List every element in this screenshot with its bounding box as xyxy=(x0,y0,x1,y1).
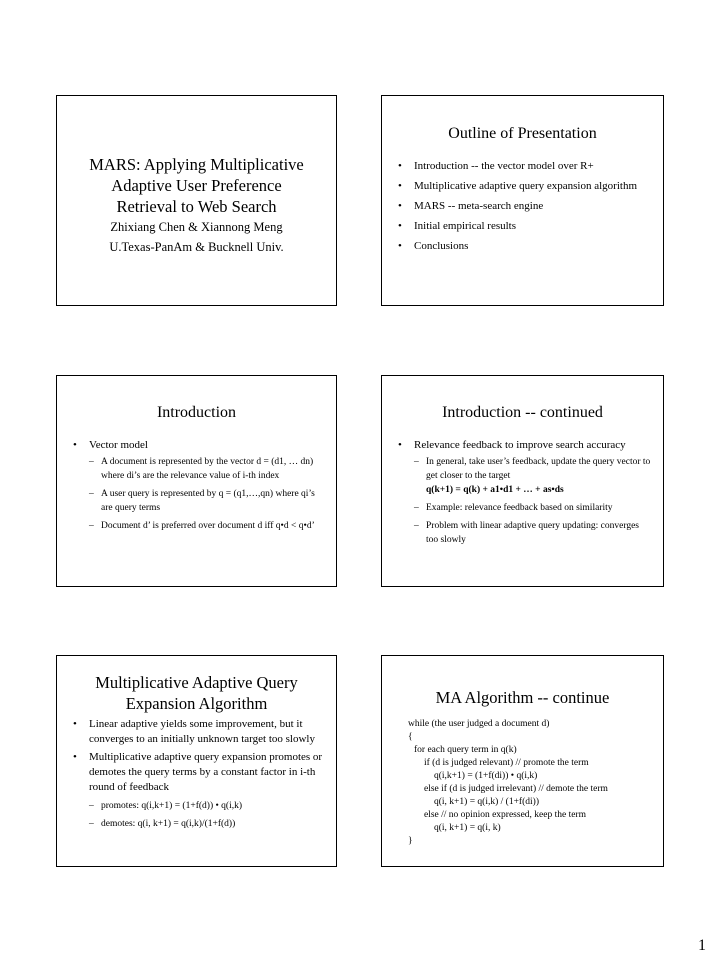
bullet-icon: • xyxy=(73,751,77,763)
list-item: • Multiplicative adaptive query expansion algorithm xyxy=(398,180,637,192)
algorithm-pseudocode xyxy=(408,718,657,848)
code-line: q(i, k+1) = q(i, k) xyxy=(434,823,501,833)
bullet-icon: • xyxy=(73,439,77,451)
bullet-list xyxy=(398,158,653,258)
bullet-icon: • xyxy=(73,718,77,730)
sub-list-item: – A document is represented by the vector d = (d1, … dn) where di’s are the relevance value of i-th index xyxy=(89,457,314,481)
slide-ma-algorithm xyxy=(381,655,664,867)
slide-heading xyxy=(57,672,336,714)
sub-list-item: – Problem with linear adaptive query updating: converges too slowly xyxy=(414,521,639,545)
title-block xyxy=(57,154,336,257)
code-line: { xyxy=(408,732,413,742)
list-item: • Introduction -- the vector model over R+ xyxy=(398,160,594,172)
bullet-icon: • xyxy=(398,240,402,252)
slide-title xyxy=(56,95,337,306)
slide-introduction-continued xyxy=(381,375,664,587)
page-number: 1 xyxy=(698,937,706,954)
slide-outline xyxy=(381,95,664,306)
list-item: • Initial empirical results xyxy=(398,220,517,232)
slide-ma-expansion xyxy=(56,655,337,867)
bullet-list xyxy=(398,437,653,551)
bullet-list xyxy=(73,717,326,835)
slide-heading: MA Algorithm -- continue xyxy=(435,688,610,707)
sub-list-item: – promotes: q(i,k+1) = (1+f(d)) • q(i,k) xyxy=(89,801,243,811)
code-line: else if (d is judged irrelevant) // demote the term xyxy=(424,784,608,794)
code-line: else // no opinion expressed, keep the term xyxy=(424,810,586,820)
code-line: } xyxy=(408,836,413,846)
authors: Zhixiang Chen & Xiannong Meng xyxy=(110,220,283,234)
slide-introduction xyxy=(56,375,337,587)
sub-list-item: – In general, take user’s feedback, update the query vector to get closer to the target xyxy=(414,457,651,481)
list-item: • Vector model xyxy=(73,439,148,451)
slide-heading-line-2: Expansion Algorithm xyxy=(125,694,268,713)
sub-list-item: – Document d’ is preferred over document d iff q•d < q•d’ xyxy=(89,521,315,531)
presentation-title-line-3: Retrieval to Web Search xyxy=(116,197,277,216)
sub-list-item: – Example: relevance feedback based on similarity xyxy=(414,503,613,513)
bullet-icon: • xyxy=(398,180,402,192)
list-item: • Multiplicative adaptive query expansion promotes or demotes the query terms by a constant factor in i-th round of feedback xyxy=(73,751,323,793)
formula: q(k+1) = q(k) + a1•d1 + … + as•ds xyxy=(426,485,564,495)
slide-heading: Introduction xyxy=(156,404,237,421)
presentation-title-line-2: Adaptive User Preference xyxy=(111,176,282,195)
sub-list-item: – demotes: q(i, k+1) = q(i,k)/(1+f(d)) xyxy=(89,819,236,829)
bullet-icon: • xyxy=(398,220,402,232)
list-item: • Linear adaptive yields some improvement, but it converges to an initially unknown target too slowly xyxy=(73,718,315,745)
bullet-icon: • xyxy=(398,160,402,172)
bullet-list xyxy=(73,437,326,537)
slide-heading-line-1: Multiplicative Adaptive Query xyxy=(95,673,298,692)
affiliations: U.Texas-PanAm & Bucknell Univ. xyxy=(109,240,284,254)
list-item: • Relevance feedback to improve search accuracy xyxy=(398,439,626,451)
slide-heading: Introduction -- continued xyxy=(442,404,603,421)
code-line: while (the user judged a document d) xyxy=(408,719,550,729)
bullet-icon: • xyxy=(398,439,402,451)
code-line: for each query term in q(k) xyxy=(414,745,517,755)
sub-list-item: – A user query is represented by q = (q1,…,qn) where qi’s are query terms xyxy=(89,489,315,513)
slide-heading: Outline of Presentation xyxy=(448,125,597,142)
code-line: q(i,k+1) = (1+f(di)) • q(i,k) xyxy=(434,771,538,781)
list-item: • Conclusions xyxy=(398,240,469,252)
bullet-icon: • xyxy=(398,200,402,212)
presentation-title-line-1: MARS: Applying Multiplicative xyxy=(89,155,304,174)
code-line: if (d is judged relevant) // promote the term xyxy=(424,758,589,768)
code-line: q(i, k+1) = q(i,k) / (1+f(di)) xyxy=(434,797,539,807)
list-item: • MARS -- meta-search engine xyxy=(398,200,544,212)
